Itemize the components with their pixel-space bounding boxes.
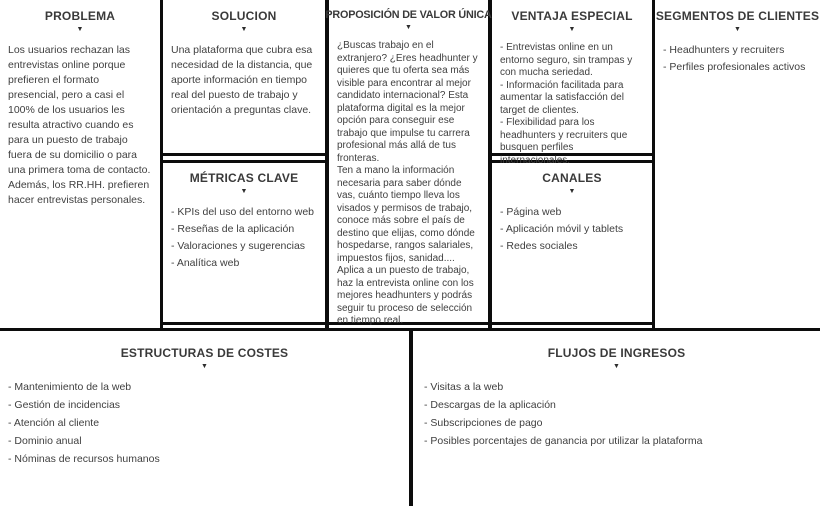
list-item: - Descargas de la aplicación bbox=[424, 399, 556, 411]
section-title: CANALES bbox=[542, 171, 602, 185]
section-body bbox=[0, 34, 160, 208]
list-item: - Atención al cliente bbox=[8, 417, 100, 429]
section-body bbox=[163, 34, 325, 118]
section-body bbox=[413, 371, 820, 449]
section-body bbox=[655, 34, 820, 75]
section-body bbox=[492, 196, 652, 254]
section-header bbox=[655, 0, 820, 34]
section-title: SEGMENTOS DE CLIENTES bbox=[655, 9, 820, 23]
list-item: - Página web bbox=[500, 206, 562, 218]
section-title: PROBLEMA bbox=[44, 9, 116, 23]
triangle-down-icon: ▼ bbox=[568, 188, 576, 195]
section-proposicion-valor-unica bbox=[325, 0, 492, 326]
paragraph: Los usuarios rechazan las entrevistas online porque prefieren el formato presencial, pero a casi el 100% de los usuarios les resulta atractivo cuando es para un puesto de trabajo fuera de su domicilio o para una primera toma de contacto. bbox=[8, 44, 151, 176]
section-title: FLUJOS DE INGRESOS bbox=[547, 346, 686, 360]
section-header bbox=[0, 331, 409, 371]
section-header bbox=[163, 0, 325, 34]
list-item: - Visitas a la web bbox=[424, 381, 504, 393]
triangle-down-icon: ▼ bbox=[240, 188, 248, 195]
triangle-down-icon: ▼ bbox=[240, 26, 248, 33]
paragraph: Ten a mano la información necesaria para saber dónde vas, cuánto tiempo lleva los visados y permisos de trabajo, conoce más sobre el país de destino que elijas, como dónde hospedarse, rangos salariales, impuestos fijos, sanidad.... bbox=[337, 165, 475, 264]
list-item: - Dominio anual bbox=[8, 435, 82, 447]
list-item: - Posibles porcentajes de ganancia por utilizar la plataforma bbox=[424, 435, 703, 447]
list-item: - Redes sociales bbox=[500, 240, 578, 252]
section-body bbox=[492, 34, 652, 167]
section-header bbox=[492, 0, 652, 34]
list-item: - Valoraciones y sugerencias bbox=[171, 240, 306, 252]
list-item: - Gestión de incidencias bbox=[8, 399, 121, 411]
list-item: - Perfiles profesionales activos bbox=[663, 61, 806, 73]
section-title: VENTAJA ESPECIAL bbox=[511, 9, 633, 23]
list-item: - Información facilitada para aumentar la satisfacción del target de clientes. bbox=[500, 79, 624, 116]
section-body bbox=[329, 32, 488, 328]
section-flujos-ingresos bbox=[413, 331, 820, 506]
triangle-down-icon: ▼ bbox=[613, 363, 620, 370]
section-title: SOLUCION bbox=[211, 9, 277, 23]
list-item: - Nóminas de recursos humanos bbox=[8, 453, 160, 465]
border-solucion-bottom bbox=[160, 153, 329, 156]
section-solucion bbox=[163, 0, 325, 153]
section-header bbox=[492, 163, 652, 196]
section-title: ESTRUCTURAS DE COSTES bbox=[120, 346, 289, 360]
triangle-down-icon: ▼ bbox=[405, 24, 412, 31]
triangle-down-icon: ▼ bbox=[201, 363, 208, 370]
section-segmentos-clientes bbox=[655, 0, 820, 328]
list-item: - Aplicación móvil y tablets bbox=[500, 223, 624, 235]
section-problema bbox=[0, 0, 160, 328]
section-metricas-clave bbox=[163, 163, 325, 322]
section-ventaja-especial bbox=[492, 0, 652, 166]
list-item: - Mantenimiento de la web bbox=[8, 381, 132, 393]
triangle-down-icon: ▼ bbox=[734, 26, 741, 33]
triangle-down-icon: ▼ bbox=[568, 26, 576, 33]
section-header bbox=[0, 0, 160, 34]
section-title: MÉTRICAS CLAVE bbox=[189, 171, 299, 185]
list-item: - Reseñas de la aplicación bbox=[171, 223, 295, 235]
section-estructuras-costes bbox=[0, 331, 409, 506]
paragraph: Aplica a un puesto de trabajo, haz la entrevista online con los mejores headhunters y podrás seguir tu proceso de selección en tiempo real. bbox=[337, 265, 474, 326]
list-item: - Flexibilidad para los headhunters y recruiters que busquen perfiles internacionales. bbox=[500, 117, 628, 166]
paragraph: Una plataforma que cubra esa necesidad de la distancia, que aporte información en tiempo real del puesto de trabajo y orientación a preguntas clave. bbox=[171, 44, 313, 116]
section-header bbox=[315, 0, 502, 32]
list-item: - KPIs del uso del entorno web bbox=[171, 206, 315, 218]
section-header bbox=[413, 331, 820, 371]
list-item: - Entrevistas online en un entorno seguro, sin trampas y con mucha seriedad. bbox=[500, 42, 633, 78]
section-title: PROPOSICIÓN DE VALOR ÚNICA bbox=[325, 9, 492, 21]
section-header bbox=[163, 163, 325, 196]
section-canales bbox=[492, 163, 652, 322]
section-body bbox=[163, 196, 325, 271]
section-body bbox=[0, 371, 409, 467]
list-item: - Headhunters y recruiters bbox=[663, 44, 785, 56]
triangle-down-icon: ▼ bbox=[76, 26, 84, 33]
list-item: - Subscripciones de pago bbox=[424, 417, 543, 429]
list-item: - Analítica web bbox=[171, 257, 240, 269]
paragraph: ¿Buscas trabajo en el extranjero? ¿Eres headhunter y quieres que tu oferta sea más visible para encontrar al mejor candidato internacional? Esta plataforma digital es la mejor opción para conseguir ese trabajo que impulse tu carrera profesional más allá de tus fronteras. bbox=[337, 40, 478, 164]
paragraph: Además, los RR.HH. prefieren hacer entrevistas personales. bbox=[8, 179, 150, 206]
